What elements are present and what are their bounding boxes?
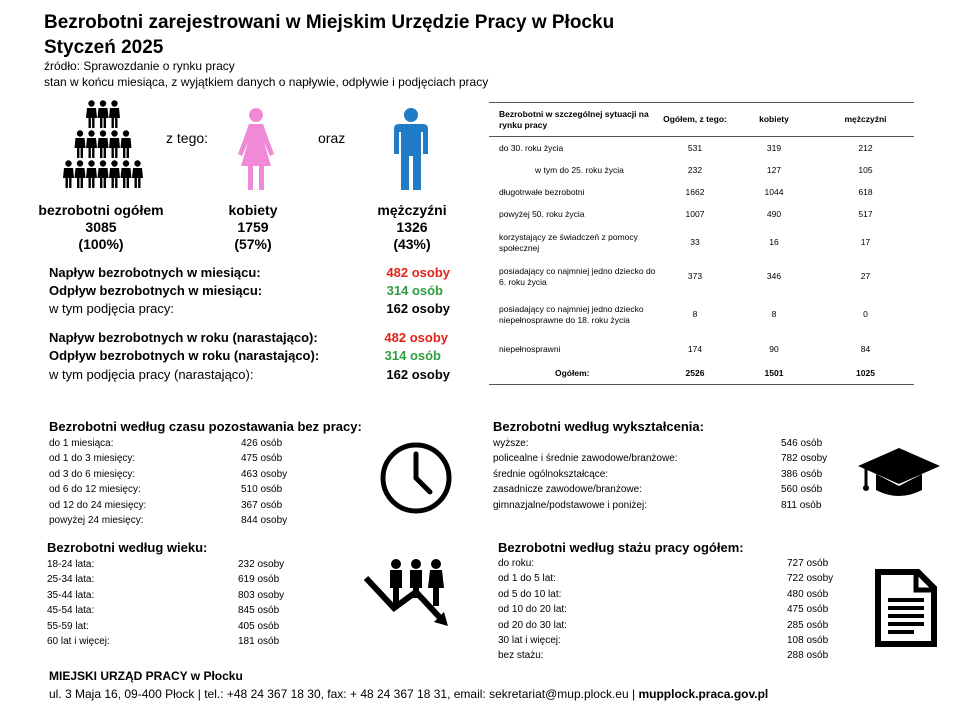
list-value: 426 osób xyxy=(241,438,283,449)
list-value: 727 osób xyxy=(787,558,829,569)
list-value: 782 osoby xyxy=(781,453,828,465)
page-title xyxy=(44,10,614,60)
men-pct: (43%) xyxy=(393,236,431,252)
jobs-month-value: 162 osoby xyxy=(386,301,450,316)
total-value: 3085 xyxy=(85,219,117,235)
women-value: 1759 xyxy=(237,219,269,235)
table-cell: 232 xyxy=(687,165,703,175)
inflow-year-value: 482 osoby xyxy=(384,330,448,345)
table-row xyxy=(489,294,914,336)
list-value: 560 osób xyxy=(781,484,823,496)
source-note: źródło: Sprawozdanie o rynku pracy xyxy=(44,59,235,73)
list-value: 463 osoby xyxy=(241,468,288,480)
connector-of-which: z tego: xyxy=(166,130,209,146)
woman-icon xyxy=(234,108,278,190)
total-label: bezrobotni ogółem xyxy=(38,202,164,218)
title-line-1: Bezrobotni zarejestrowani w Miejskim Urzędzie Pracy w Płocku xyxy=(44,12,615,33)
crowd-icon xyxy=(62,100,144,192)
table-cell: posiadający co najmniej jedno dziecko niepełnosprawne do 18. roku życia xyxy=(499,303,644,325)
list-item: 45-54 lata: xyxy=(47,605,95,617)
table-cell: 319 xyxy=(766,142,782,153)
list-item: od 1 do 5 lat: xyxy=(498,573,556,585)
table-cell: 1007 xyxy=(685,209,705,219)
table-row xyxy=(489,182,914,204)
seniority-list xyxy=(498,556,567,664)
special-situation-table xyxy=(489,102,914,385)
table-cell: 84 xyxy=(860,344,871,354)
table-cell: 33 xyxy=(690,237,700,247)
list-value: 803 osoby xyxy=(238,589,285,601)
table-cell: 90 xyxy=(769,344,779,354)
age-title: Bezrobotni według wieku: xyxy=(47,540,208,555)
table-header: mężczyźni xyxy=(817,103,914,137)
table-cell: 618 xyxy=(858,187,873,197)
graduation-cap-icon xyxy=(856,446,942,498)
table-cell: długotrwałe bezrobotni xyxy=(499,187,585,197)
list-item: od 6 do 12 miesięcy: xyxy=(49,484,141,496)
education-values xyxy=(781,436,827,513)
list-item: od 5 do 10 lat: xyxy=(498,588,562,600)
table-cell: 8 xyxy=(771,309,777,319)
women-pct: (57%) xyxy=(234,236,272,252)
table-cell: 1044 xyxy=(764,187,784,197)
table-cell: 0 xyxy=(863,309,868,319)
list-value: 288 osób xyxy=(787,650,829,662)
list-value: 405 osób xyxy=(238,620,280,632)
table-row xyxy=(489,260,914,294)
list-item: do roku: xyxy=(498,558,535,569)
education-title: Bezrobotni według wykształcenia: xyxy=(493,419,704,434)
list-item: bez stażu: xyxy=(498,650,544,662)
table-cell: 174 xyxy=(687,344,703,354)
list-item: do 1 miesiąca: xyxy=(49,438,114,449)
clock-icon xyxy=(378,440,454,516)
list-value: 811 osób xyxy=(781,499,822,511)
age-list xyxy=(47,557,110,649)
list-item: powyżej 24 miesięcy: xyxy=(49,515,144,527)
list-value: 722 osoby xyxy=(787,573,834,585)
table-cell: 212 xyxy=(858,142,873,153)
list-value: 475 osób xyxy=(241,453,283,465)
connector-and: oraz xyxy=(318,130,346,146)
table-cell: korzystający ze świadczeń z pomocy społecznej xyxy=(499,231,638,253)
jobs-month-label: w tym podjęcia pracy: xyxy=(49,301,174,316)
list-value: 232 osoby xyxy=(238,559,285,570)
table-row xyxy=(489,226,914,260)
table-cell: 1501 xyxy=(731,364,817,385)
people-trend-icon xyxy=(364,556,450,628)
inflow-year-label: Napływ bezrobotnych w roku (narastająco): xyxy=(49,330,318,345)
list-item: 35-44 lata: xyxy=(47,589,95,601)
inflow-month-value: 482 osoby xyxy=(386,265,450,280)
list-value: 844 osoby xyxy=(241,515,288,527)
table-total-row xyxy=(489,364,914,385)
table-cell: 17 xyxy=(860,237,871,247)
list-value: 386 osób xyxy=(781,468,823,480)
total-pct: (100%) xyxy=(78,236,124,252)
table-cell: 127 xyxy=(766,165,782,175)
outflow-month-label: Odpływ bezrobotnych w miesiącu: xyxy=(49,283,263,298)
men-label: mężczyźni xyxy=(377,202,447,218)
table-cell: 8 xyxy=(692,309,698,319)
table-header: Bezrobotni w szczególnej sytuacji na rynku pracy xyxy=(489,103,659,137)
list-value: 480 osób xyxy=(787,588,829,600)
outflow-year-value: 314 osób xyxy=(384,348,441,363)
women-label: kobiety xyxy=(228,202,278,218)
list-value: 510 osób xyxy=(241,484,283,496)
table-cell: 27 xyxy=(860,271,871,281)
list-item: wyższe: xyxy=(493,438,529,449)
seniority-values xyxy=(787,556,833,664)
jobs-year-value: 162 osoby xyxy=(386,367,450,382)
list-item: 18-24 lata: xyxy=(47,559,95,570)
list-item: od 20 do 30 lat: xyxy=(498,619,567,631)
list-item: 55-59 lat: xyxy=(47,620,89,632)
footer-contact xyxy=(49,687,768,702)
jobs-year-label: w tym podjęcia pracy (narastająco): xyxy=(49,367,254,382)
list-value: 285 osób xyxy=(787,619,829,631)
list-item: policealne i średnie zawodowe/branżowe: xyxy=(493,453,678,465)
list-item: 60 lat i więcej: xyxy=(47,636,110,648)
list-value: 108 osób xyxy=(787,635,829,647)
list-item: 25-34 lata: xyxy=(47,574,95,586)
table-cell: 2526 xyxy=(659,364,731,385)
list-item: 30 lat i więcej: xyxy=(498,635,561,647)
table-header: Ogółem, z tego: xyxy=(659,103,731,137)
table-cell: 1025 xyxy=(817,364,914,385)
list-item: gimnazjalne/podstawowe i poniżej: xyxy=(493,499,647,511)
age-values xyxy=(238,557,284,649)
table-cell: niepełnosprawni xyxy=(499,344,561,354)
table-row xyxy=(489,137,914,160)
table-cell: 16 xyxy=(769,237,779,247)
list-item: od 3 do 6 miesięcy: xyxy=(49,468,136,480)
duration-title: Bezrobotni według czasu pozostawania bez pracy: xyxy=(49,419,362,434)
table-cell: 517 xyxy=(858,209,873,219)
inflow-month-label: Napływ bezrobotnych w miesiącu: xyxy=(49,265,261,280)
table-row xyxy=(489,204,914,226)
table-header-row xyxy=(489,103,914,137)
footer-website-link[interactable]: mupplock.praca.gov.pl xyxy=(638,687,769,701)
women-total xyxy=(178,202,328,253)
table-cell: 346 xyxy=(766,271,782,281)
list-item: od 10 do 20 lat: xyxy=(498,604,567,616)
list-value: 619 osób xyxy=(238,574,280,586)
table-cell: Ogółem: xyxy=(489,364,659,385)
table-cell: 105 xyxy=(858,165,873,175)
table-cell: 490 xyxy=(766,209,782,219)
table-row xyxy=(489,336,914,364)
table-cell: powyżej 50. roku życia xyxy=(499,209,585,219)
list-value: 475 osób xyxy=(787,604,829,616)
table-cell: 1662 xyxy=(685,187,705,197)
seniority-title: Bezrobotni według stażu pracy ogółem: xyxy=(498,540,744,555)
footer-org: MIEJSKI URZĄD PRACY w Płocku xyxy=(49,669,243,683)
table-cell: 531 xyxy=(687,142,703,153)
total-unemployed xyxy=(26,202,176,253)
outflow-year-label: Odpływ bezrobotnych w roku (narastająco): xyxy=(49,348,320,363)
duration-values xyxy=(241,436,287,528)
men-value: 1326 xyxy=(396,219,428,235)
list-value: 546 osób xyxy=(781,438,823,449)
list-item: zasadnicze zawodowe/branżowe: xyxy=(493,484,642,496)
table-cell: w tym do 25. roku życia xyxy=(535,165,624,175)
title-line-2: Styczeń 2025 xyxy=(44,37,164,58)
document-icon xyxy=(874,568,938,648)
list-value: 367 osób xyxy=(241,499,283,511)
table-cell: 373 xyxy=(687,271,703,281)
list-item: średnie ogólnokształcące: xyxy=(493,468,609,480)
footer-contact-text: ul. 3 Maja 16, 09-400 Płock | tel.: +48 24 367 18 30, fax: + 48 24 367 18 31, email: sekretariat@mup.plock.eu | xyxy=(49,687,639,701)
state-note: stan w końcu miesiąca, z wyjątkiem danych o napływie, odpływie i podjęciach pracy xyxy=(44,75,489,89)
list-value: 845 osób xyxy=(238,605,280,617)
men-total xyxy=(337,202,487,253)
man-icon xyxy=(388,108,434,190)
list-item: od 12 do 24 miesięcy: xyxy=(49,499,147,511)
table-header: kobiety xyxy=(731,103,817,137)
table-row xyxy=(489,160,914,182)
list-item: od 1 do 3 miesięcy: xyxy=(49,453,136,465)
list-value: 181 osób xyxy=(238,636,280,648)
outflow-month-value: 314 osób xyxy=(386,283,443,298)
table-cell: posiadający co najmniej jedno dziecko do 6. roku życia xyxy=(499,265,656,287)
duration-list xyxy=(49,436,146,528)
education-list xyxy=(493,436,678,513)
table-cell: do 30. roku życia xyxy=(499,142,564,153)
